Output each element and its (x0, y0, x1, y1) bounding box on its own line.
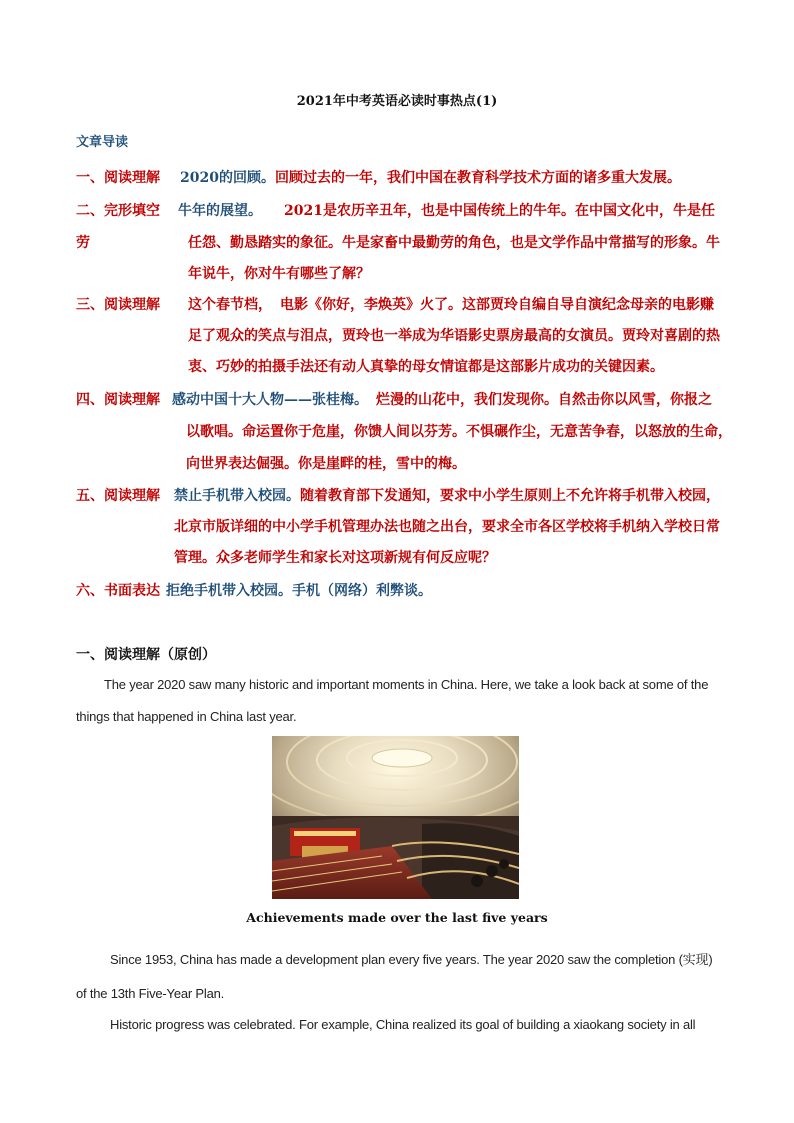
section-label: 六、书面表达 (76, 583, 160, 599)
section-line: 管理。众多老师学生和家长对这项新规有何反应呢？ (174, 550, 496, 566)
section-line: 手机（网络）利弊谈。 (292, 583, 432, 599)
photo-caption: Achievements made over the last five years (246, 910, 548, 925)
page-title: 2021年中考英语必读时事热点(1) (296, 94, 498, 109)
guide-heading: 文章导读 (76, 135, 129, 150)
section-line: 足了观众的笑点与泪点，贾玲也一举成为华语影史票房最高的女演员。贾玲对喜剧的热 (188, 328, 720, 344)
section-6 (76, 575, 726, 607)
hall-illustration (272, 736, 519, 899)
section-4 (76, 384, 726, 416)
section-topic: 感动中国十大人物——张桂梅。 (172, 392, 368, 408)
section-topic: 2020的回顾。 (180, 170, 275, 186)
section-line: 烂漫的山花中，我们发现你。自然击你以风雪，你报之 (376, 392, 712, 408)
section-line: 年说牛，你对牛有哪些了解？ (188, 266, 370, 282)
section-label: 一、阅读理解 (76, 170, 160, 186)
section-line: 向世界表达倔强。你是崖畔的桂，雪中的梅。 (186, 456, 466, 472)
section-5 (76, 480, 726, 512)
section-line: 以歌唱。命运置你于危崖，你馈人间以芬芳。不惧碾作尘，无意苦争春，以怒放的生命， (186, 424, 732, 440)
section-label: 二、完形填空 (76, 203, 160, 219)
section-line: 2021是农历辛丑年，也是中国传统上的牛年。在中国文化中，牛是任劳 (76, 203, 715, 251)
section-topic: 牛年的展望。 (178, 203, 262, 219)
section-line: 北京市版详细的中小学手机管理办法也随之出台，要求全市各区学校将手机纳入学校日常 (174, 519, 720, 535)
hall-photo (272, 736, 519, 899)
section-1 (76, 162, 726, 194)
section-label: 五、阅读理解 (76, 488, 160, 504)
section-label: 三、阅读理解 (76, 297, 160, 313)
section-line: 衷、巧妙的拍摄手法还有动人真挚的母女情谊都是这部影片成功的关键因素。 (188, 359, 664, 375)
reading-heading: 一、阅读理解（原创） (76, 647, 216, 663)
paragraph-line: Since 1953, China has made a development plan every five years. The year 2020 saw the completion (实现) (110, 952, 713, 967)
paragraph-line: Historic progress was celebrated. For example, China realized its goal of building a xiaokang society in all (110, 1017, 696, 1032)
section-topic: 拒绝手机带入校园。 (166, 583, 292, 599)
section-label: 四、阅读理解 (76, 392, 160, 408)
section-topic: 这个春节档， (188, 297, 272, 313)
paragraph-line: things that happened in China last year. (76, 709, 297, 724)
section-line: 回顾过去的一年，我们中国在教育科学技术方面的诸多重大发展。 (274, 170, 681, 186)
section-3 (76, 289, 726, 321)
paragraph-line: of the 13th Five-Year Plan. (76, 986, 225, 1001)
section-line: 电影《你好，李焕英》火了。这部贾玲自编自导自演纪念母亲的电影赚 (280, 297, 714, 313)
section-line: 随着教育部下发通知，要求中小学生原则上不允许将手机带入校园， (300, 488, 720, 504)
paragraph-line: The year 2020 saw many historic and important moments in China. Here, we take a look back at some of the (104, 677, 709, 692)
section-topic: 禁止手机带入校园。 (174, 488, 300, 504)
section-line: 任怨、勤恳踏实的象征。牛是家畜中最勤劳的角色，也是文学作品中常描写的形象。牛 (188, 235, 720, 251)
